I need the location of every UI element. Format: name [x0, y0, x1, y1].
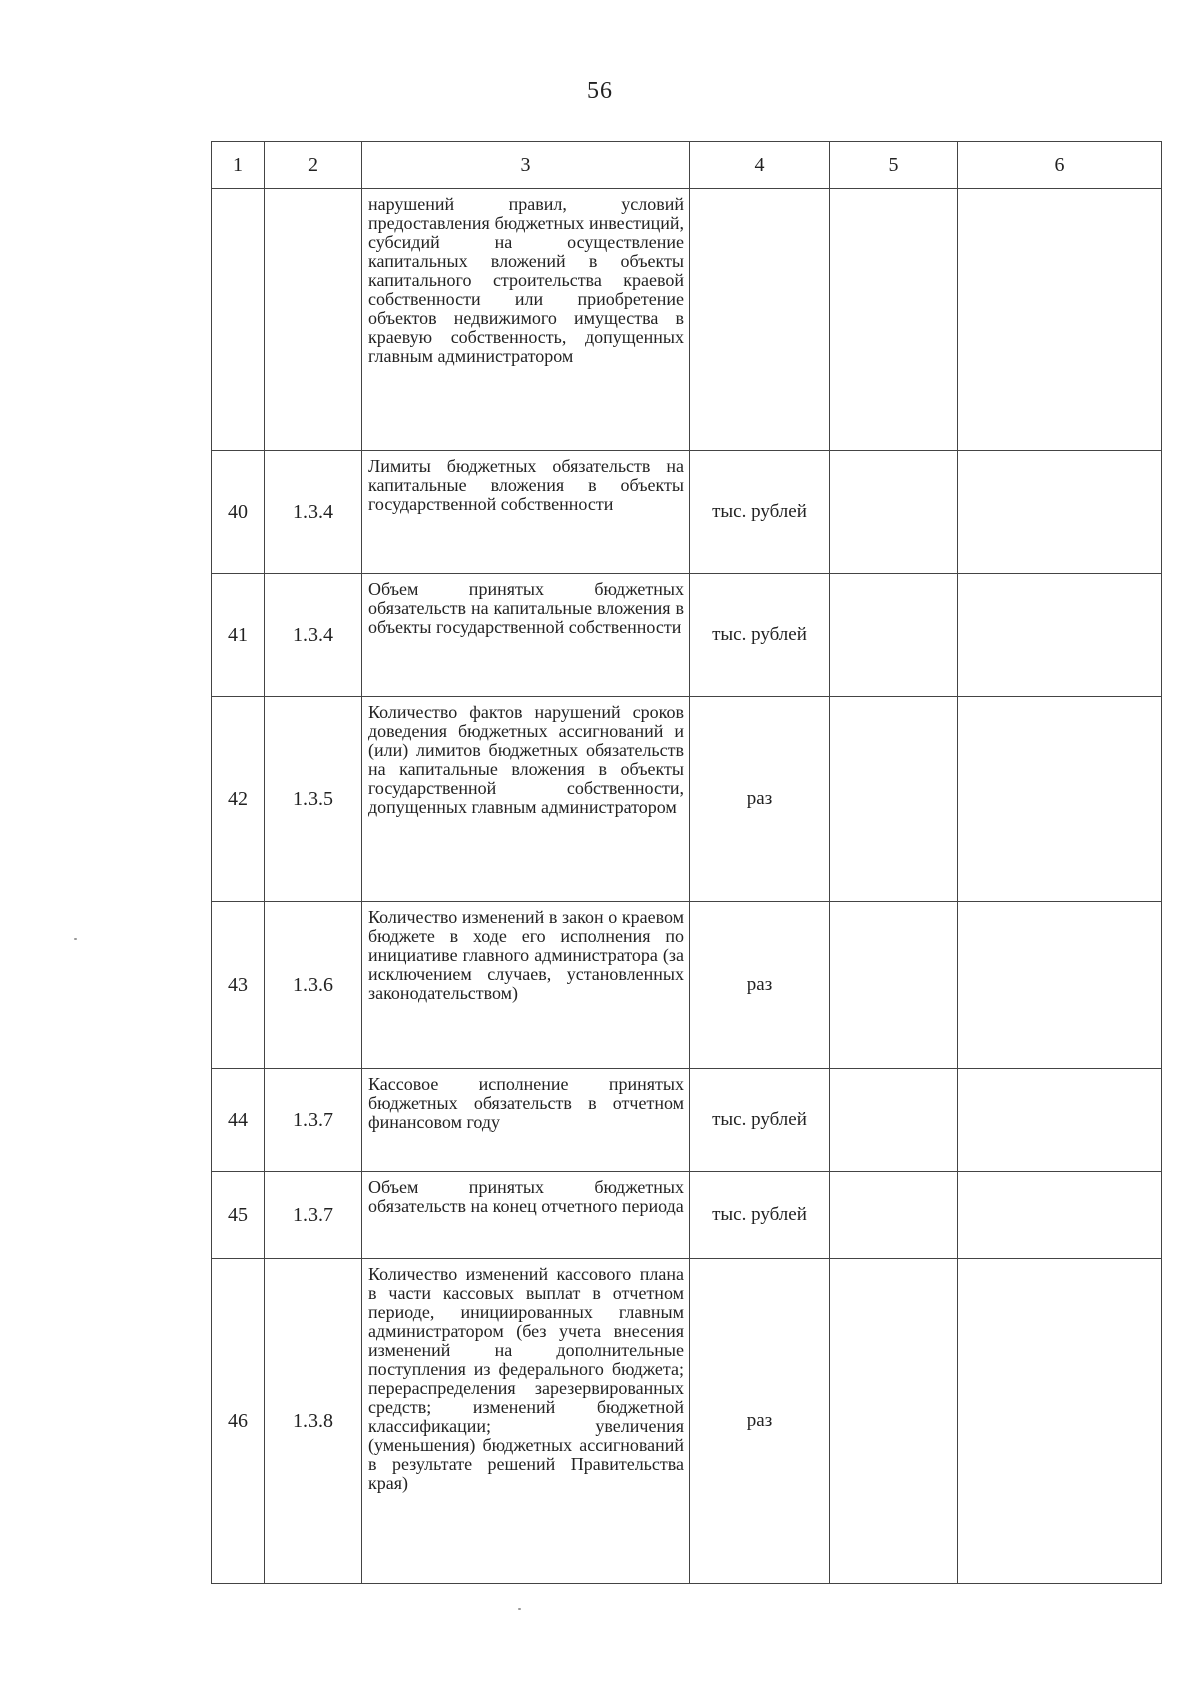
- header-col-2: 2: [265, 142, 362, 189]
- table-row: [212, 1069, 1162, 1172]
- page-number: 56: [587, 78, 613, 104]
- row-col6: [958, 1259, 1162, 1584]
- row-unit: тыс. рублей: [690, 451, 830, 574]
- row-code: 1.3.5: [265, 697, 362, 902]
- row-col6: [958, 902, 1162, 1069]
- table-row: [212, 574, 1162, 697]
- row-number: 45: [212, 1172, 265, 1259]
- row-col5: [830, 451, 958, 574]
- row-code: 1.3.8: [265, 1259, 362, 1584]
- scan-speck: [74, 938, 77, 940]
- row-col6: [958, 1069, 1162, 1172]
- row-number: 40: [212, 451, 265, 574]
- table-row: [212, 902, 1162, 1069]
- row-number: 42: [212, 697, 265, 902]
- row-description: Количество фактов нарушений сроков доведения бюджетных ассигнований и (или) лимитов бюджетных обязательств на капитальные вложения в объекты государственной собственности, допущенных главным администратором: [362, 697, 690, 902]
- row-code: 1.3.7: [265, 1172, 362, 1259]
- row-unit: тыс. рублей: [690, 574, 830, 697]
- header-col-1: 1: [212, 142, 265, 189]
- row-description: Лимиты бюджетных обязательств на капитальные вложения в объекты государственной собственности: [362, 451, 690, 574]
- row-unit: раз: [690, 1259, 830, 1584]
- row-col6: [958, 574, 1162, 697]
- row-number: [212, 189, 265, 451]
- row-code: 1.3.4: [265, 451, 362, 574]
- row-description: Кассовое исполнение принятых бюджетных обязательств в отчетном финансовом году: [362, 1069, 690, 1172]
- row-col5: [830, 1172, 958, 1259]
- row-unit: [690, 189, 830, 451]
- row-code: 1.3.7: [265, 1069, 362, 1172]
- scan-speck: [518, 1608, 521, 1610]
- row-description: Объем принятых бюджетных обязательств на конец отчетного периода: [362, 1172, 690, 1259]
- row-col5: [830, 697, 958, 902]
- row-col5: [830, 189, 958, 451]
- header-col-4: 4: [690, 142, 830, 189]
- row-col5: [830, 1259, 958, 1584]
- row-unit: раз: [690, 902, 830, 1069]
- header-col-3: 3: [362, 142, 690, 189]
- row-col6: [958, 189, 1162, 451]
- row-number: 44: [212, 1069, 265, 1172]
- row-code: [265, 189, 362, 451]
- row-code: 1.3.4: [265, 574, 362, 697]
- table-row: [212, 1259, 1162, 1584]
- row-description: Количество изменений кассового плана в части кассовых выплат в отчетном периоде, инициированных главным администратором (без учета внесения изменений на дополнительные поступления из федерального бюджета; перераспределения зарезервированных средств; изменений бюджетной классификации; увеличения (уменьшения) бюджетных ассигнований в результате решений Правительства края): [362, 1259, 690, 1584]
- indicator-table: [211, 141, 1162, 1584]
- row-unit: тыс. рублей: [690, 1069, 830, 1172]
- table-row: [212, 697, 1162, 902]
- row-col5: [830, 902, 958, 1069]
- row-col5: [830, 1069, 958, 1172]
- header-col-6: 6: [958, 142, 1162, 189]
- header-col-5: 5: [830, 142, 958, 189]
- row-col6: [958, 1172, 1162, 1259]
- table-row: [212, 451, 1162, 574]
- row-col6: [958, 697, 1162, 902]
- row-col5: [830, 574, 958, 697]
- row-code: 1.3.6: [265, 902, 362, 1069]
- row-number: 41: [212, 574, 265, 697]
- row-description: Объем принятых бюджетных обязательств на капитальные вложения в объекты государственной собственности: [362, 574, 690, 697]
- row-number: 43: [212, 902, 265, 1069]
- row-col6: [958, 451, 1162, 574]
- table-row: [212, 189, 1162, 451]
- row-description: Количество изменений в закон о краевом бюджете в ходе его исполнения по инициативе главного администратора (за исключением случаев, установленных законодательством): [362, 902, 690, 1069]
- row-unit: раз: [690, 697, 830, 902]
- row-unit: тыс. рублей: [690, 1172, 830, 1259]
- row-description: нарушений правил, условий предоставления бюджетных инвестиций, субсидий на осуществление капитальных вложений в объекты капитального строительства краевой собственности или приобретение объектов недвижимого имущества в краевую собственность, допущенных главным администратором: [362, 189, 690, 451]
- table-header-row: [212, 142, 1162, 189]
- table-row: [212, 1172, 1162, 1259]
- row-number: 46: [212, 1259, 265, 1584]
